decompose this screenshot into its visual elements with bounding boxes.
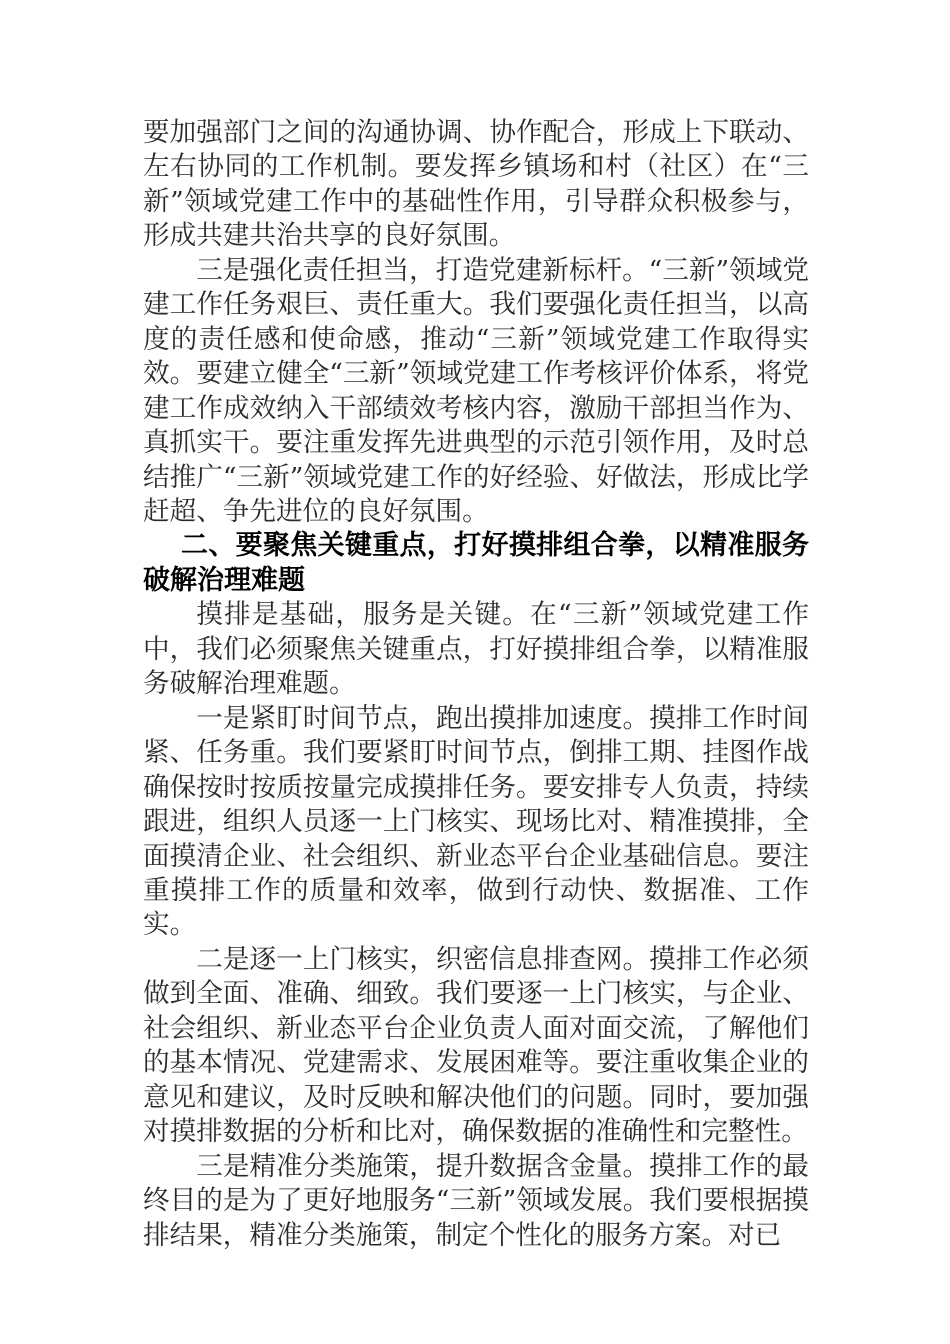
document-text-block — [143, 116, 809, 1253]
body-paragraph-third-point-responsibility: 三是强化责任担当，打造党建新标杆。“三新”领域党建工作任务艰巨、责任重大。我们要强化责任担当，以高度的责任感和使命感，推动“三新”领域党建工作取得实效。要建立健全“三新”领域党建工作考核评价体系，将党建工作成效纳入干部绩效考核内容，激励干部担当作为、真抓实干。要注重发挥先进典型的示范引领作用，及时总结推广“三新”领域党建工作的好经验、好做法，形成比学赶超、争先进位的良好氛围。 — [143, 254, 809, 527]
body-paragraph-third-point-classification: 三是精准分类施策，提升数据含金量。摸排工作的最终目的是为了更好地服务“三新”领域发展。我们要根据摸排结果，精准分类施策，制定个性化的服务方案。对已 — [143, 1150, 809, 1251]
body-paragraph-continuation: 要加强部门之间的沟通协调、协作配合，形成上下联动、左右协同的工作机制。要发挥乡镇场和村（社区）在“三新”领域党建工作中的基础性作用，引导群众积极参与，形成共建共治共享的良好氛围。 — [143, 117, 809, 252]
body-paragraph-first-point-time-nodes: 一是紧盯时间节点，跑出摸排加速度。摸排工作时间紧、任务重。我们要紧盯时间节点，倒排工期、挂图作战确保按时按质按量完成摸排任务。要安排专人负责，持续跟进，组织人员逐一上门核实、现场比对、精准摸排，全面摸清企业、社会组织、新业态平台企业基础信息。要注重摸排工作的质量和效率，做到行动快、数据准、工作实。 — [143, 702, 809, 941]
body-paragraph-intro-moupai: 摸排是基础，服务是关键。在“三新”领域党建工作中，我们必须聚焦关键重点，打好摸排组合拳，以精准服务破解治理难题。 — [143, 599, 809, 700]
section-heading-two: 二、要聚焦关键重点，打好摸排组合拳，以精准服务破解治理难题 — [143, 530, 809, 596]
body-paragraph-second-point-door-to-door: 二是逐一上门核实，织密信息排查网。摸排工作必须做到全面、准确、细致。我们要逐一上门核实，与企业、社会组织、新业态平台企业负责人面对面交流，了解他们的基本情况、党建需求、发展困难等。要注重收集企业的意见和建议，及时反映和解决他们的问题。同时，要加强对摸排数据的分析和比对，确保数据的准确性和完整性。 — [143, 943, 809, 1148]
